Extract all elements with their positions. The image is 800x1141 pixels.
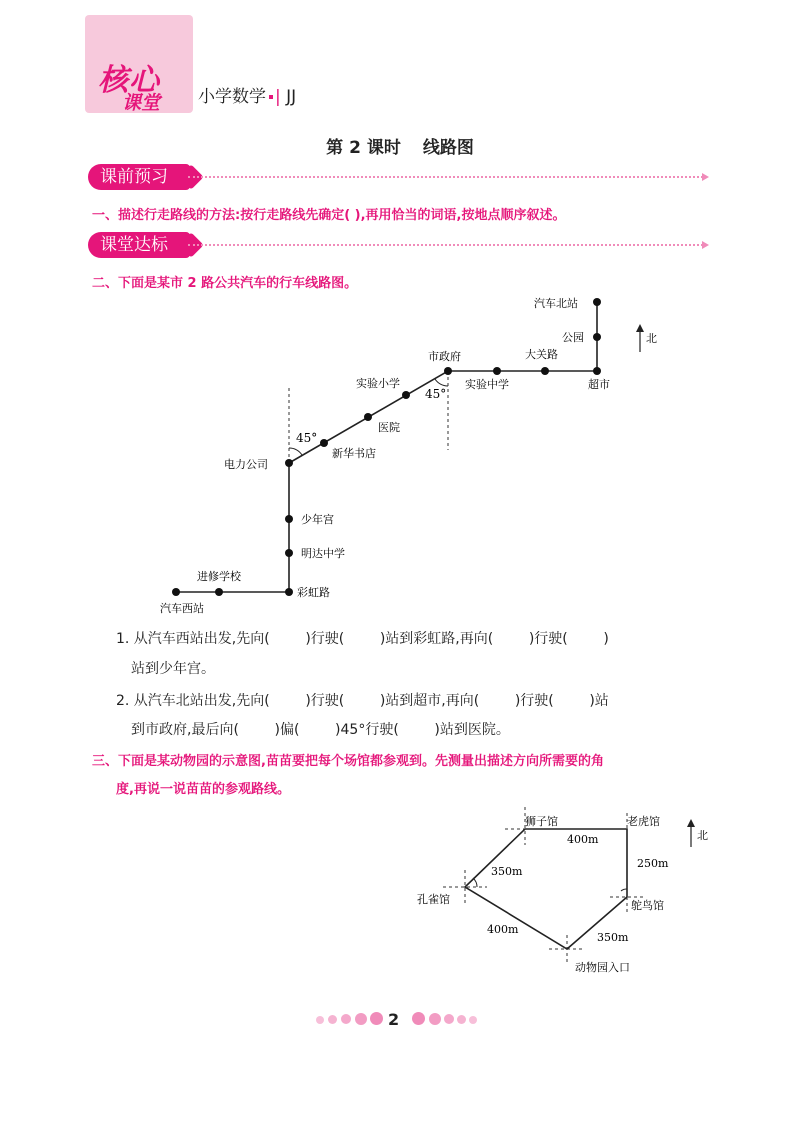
station-label: 电力公司 <box>224 458 268 471</box>
station-label: 汽车西站 <box>160 602 204 615</box>
separator-bar: | <box>275 87 281 107</box>
north-arrow-icon <box>636 324 644 352</box>
distance-label: 400m <box>487 923 519 936</box>
question-3-cont: 度,再说一说苗苗的参观路线。 <box>116 782 290 797</box>
station-label: 医院 <box>378 421 400 434</box>
separator-square <box>269 95 273 99</box>
station-label: 超市 <box>588 378 610 391</box>
section-divider <box>188 176 703 178</box>
page-number: 2 <box>388 1010 400 1029</box>
station-label: 进修学校 <box>197 570 241 583</box>
section-preview-label: 课前预习 <box>100 167 168 187</box>
question-1: 一、描述行走路线的方法:按行走路线先确定( ),再用恰当的词语,按地点顺序叙述。 <box>92 208 566 223</box>
venue-label-tiger: 老虎馆 <box>627 815 660 828</box>
north-label: 北 <box>646 332 657 345</box>
station-dot <box>285 459 293 467</box>
sub-question-2-cont: 到市政府,最后向( )偏( )45°行驶( )站到医院。 <box>131 722 510 738</box>
bus-route-map <box>160 290 660 620</box>
sub-question-1-cont: 站到少年宫。 <box>131 661 215 677</box>
section-classwork-label: 课堂达标 <box>100 235 168 255</box>
venue-label-lion: 狮子馆 <box>525 815 558 828</box>
station-dot <box>541 367 549 375</box>
station-label: 实验中学 <box>465 378 509 391</box>
sub-question-2: 2. 从汽车北站出发,先向( )行驶( )站到超市,再向( )行驶( )站 <box>116 693 609 709</box>
north-arrow-icon <box>687 819 695 847</box>
station-label: 新华书店 <box>332 447 376 460</box>
station-label: 汽车北站 <box>534 297 578 310</box>
station-label: 实验小学 <box>356 377 400 390</box>
station-dot <box>593 333 601 341</box>
venue-label-ostrich: 鸵鸟馆 <box>631 899 664 912</box>
lesson-name: 线路图 <box>422 138 474 158</box>
station-dot <box>172 588 180 596</box>
logo-title: 核心 <box>98 63 160 98</box>
section-preview-badge <box>88 164 190 190</box>
logo-subtitle: 课堂 <box>122 92 161 114</box>
distance-label: 400m <box>567 833 599 846</box>
station-dot <box>402 391 410 399</box>
station-dot <box>444 367 452 375</box>
distance-label: 250m <box>637 857 669 870</box>
station-label: 市政府 <box>428 350 461 363</box>
station-label: 公园 <box>562 331 584 344</box>
edition-label: JJ <box>286 87 297 107</box>
angle-label: 45° <box>296 431 318 445</box>
lesson-number: 第 2 课时 <box>326 138 401 158</box>
venue-label-peacock: 孔雀馆 <box>417 893 450 906</box>
station-label: 少年宫 <box>301 513 334 526</box>
station-dot <box>285 588 293 596</box>
subject-label <box>198 82 296 107</box>
divider-arrow-icon <box>702 241 709 249</box>
station-dot <box>320 439 328 447</box>
divider-arrow-icon <box>702 173 709 181</box>
zoo-map <box>415 805 715 980</box>
station-label: 大关路 <box>525 348 558 361</box>
station-dot <box>593 367 601 375</box>
station-dot <box>285 549 293 557</box>
station-dot <box>285 515 293 523</box>
question-2: 二、下面是某市 2 路公共汽车的行车线路图。 <box>92 276 358 291</box>
station-dot <box>493 367 501 375</box>
angle-label: 45° <box>425 387 447 401</box>
station-dot <box>215 588 223 596</box>
lesson-title <box>0 133 800 158</box>
question-3: 三、下面是某动物园的示意图,苗苗要把每个场馆都参观到。先测量出描述方向所需要的角 <box>92 754 604 769</box>
venue-label-entrance: 动物园入口 <box>575 961 630 974</box>
station-label: 彩虹路 <box>297 586 330 599</box>
station-label: 明达中学 <box>301 547 345 560</box>
section-classwork-badge <box>88 232 190 258</box>
distance-label: 350m <box>597 931 629 944</box>
sub-question-1: 1. 从汽车西站出发,先向( )行驶( )站到彩虹路,再向( )行驶( ) <box>116 631 609 647</box>
station-dot <box>364 413 372 421</box>
subject-name: 小学数学 <box>198 87 266 107</box>
station-dot <box>593 298 601 306</box>
distance-label: 350m <box>491 865 523 878</box>
section-divider <box>188 244 703 246</box>
north-label: 北 <box>697 829 708 842</box>
